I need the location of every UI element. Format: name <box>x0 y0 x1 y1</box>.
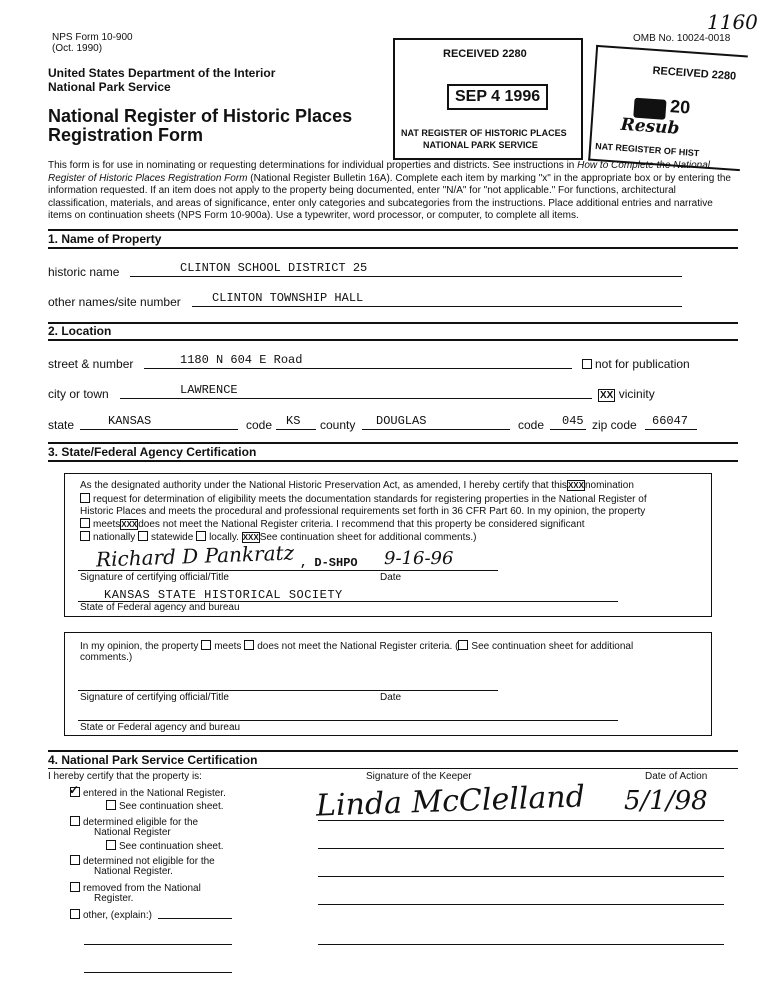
zip-line <box>645 429 697 430</box>
keeper-line2 <box>318 848 724 849</box>
keeper-line5 <box>318 944 724 945</box>
b2-does-not-meet-checkbox[interactable] <box>244 640 254 650</box>
county-code-value[interactable]: 045 <box>562 414 584 428</box>
opt-eligible-see[interactable]: See continuation sheet. <box>106 840 224 852</box>
section2-heading: 2. Location <box>48 324 112 338</box>
street-label: street & number <box>48 357 134 371</box>
service-name: National Park Service <box>48 80 171 94</box>
other-names-value[interactable]: CLINTON TOWNSHIP HALL <box>212 291 364 305</box>
street-value[interactable]: 1180 N 604 E Road <box>180 353 303 367</box>
street-line <box>144 368 572 369</box>
cert-line3: Historic Places and meets the procedural and professional requirements set forth in 36 CFR Part 60. In my opinion, the property <box>80 506 646 517</box>
instructions-paragraph: This form is for use in nominating or requesting determinations for individual properties and districts. See instructions in How to Complete the National Register of Historic Places Registration Form (National Register Bulletin 16A). Complete each item by marking "x" in the appropriate box or by entering the information requested. If an item does not apply to the property being documented, enter "N/A" for "not applicable." For functions, architectural classification, materials, and areas of significance, enter only categories and subcategories from the instructions. Place additional entries and narrative items on continuation sheets (NPS Form 10-900a). Use a typewriter, word processor, or computer, to complete all items. <box>48 160 731 221</box>
section3-rule <box>48 442 738 444</box>
opt-not-eligible-2: National Register. <box>94 866 173 877</box>
received-stamp <box>393 38 583 160</box>
state-label: state <box>48 418 75 432</box>
form-title-line1: National Register of Historic Places <box>48 106 353 126</box>
opt-eligible[interactable]: determined eligible for the <box>70 816 198 828</box>
stamp2-received-text: RECEIVED 2280 <box>652 64 737 83</box>
vicinity-checkbox-marked[interactable]: XX <box>600 390 614 401</box>
city-value[interactable]: LAWRENCE <box>180 383 238 397</box>
keeper-line3 <box>318 876 724 877</box>
section3-rule-bottom <box>48 460 738 462</box>
b2-meets-checkbox[interactable] <box>201 640 211 650</box>
county-value[interactable]: DOUGLAS <box>376 414 427 428</box>
handwritten-number: 1160 <box>707 10 758 34</box>
not-for-publication-checkbox[interactable] <box>582 359 592 369</box>
other-names-label: other names/site number <box>48 295 181 309</box>
historic-name-label: historic name <box>48 265 120 279</box>
opinion-line1: In my opinion, the property meets does not meet the National Register criteria. ( See continuation sheet for additional <box>80 641 634 652</box>
section2-rule-bottom <box>48 339 738 341</box>
city-label: city or town <box>48 387 109 401</box>
eligible-see-checkbox[interactable] <box>106 840 116 850</box>
checkmark-icon: ✓ <box>69 783 80 797</box>
state-code-value[interactable]: KS <box>286 414 301 428</box>
cert-signature-label: Signature of certifying official/Title <box>80 572 229 583</box>
meets-checkbox[interactable] <box>80 518 90 528</box>
date-of-action-label: Date of Action <box>645 771 708 782</box>
cert-signature-line <box>78 570 498 571</box>
section1-rule <box>48 229 738 231</box>
not-for-publication[interactable]: not for publication <box>582 357 690 371</box>
other-names-line <box>192 306 682 307</box>
section3-heading: 3. State/Federal Agency Certification <box>48 445 257 459</box>
nomination-checkbox-marked[interactable]: XXX <box>567 481 584 490</box>
form-title-line2: Registration Form <box>48 125 204 145</box>
section2-rule <box>48 322 738 324</box>
section1-rule-bottom <box>48 247 738 249</box>
section1-heading: 1. Name of Property <box>48 232 162 246</box>
zip-label: zip code <box>592 418 637 432</box>
form-date: (Oct. 1990) <box>52 43 103 54</box>
locally-checkbox[interactable] <box>196 531 206 541</box>
cert-line1: As the designated authority under the National Historic Preservation Act, as amended, I hereby certify that thisXXXnomination <box>80 480 634 491</box>
continuation-checkbox-marked[interactable]: XXX <box>242 533 259 542</box>
cert-date-label: Date <box>380 572 402 583</box>
opt-eligible-2: National Register <box>94 827 171 838</box>
county-code-line <box>550 429 586 430</box>
city-line <box>120 398 592 399</box>
opt-removed-2: Register. <box>94 893 134 904</box>
other-line1 <box>158 918 232 919</box>
county-line <box>362 429 510 430</box>
removed-checkbox[interactable] <box>70 882 80 892</box>
opt-entered[interactable]: ✓ entered in the National Register. <box>69 783 226 799</box>
stamp2-scrawl: Resub <box>620 114 681 139</box>
opt-entered-see[interactable]: See continuation sheet. <box>106 800 224 812</box>
vicinity[interactable]: XX vicinity <box>600 387 655 401</box>
b2-date-label: Date <box>380 692 402 703</box>
stamp-received-text: RECEIVED 2280 <box>443 48 527 60</box>
request-checkbox[interactable] <box>80 493 90 503</box>
historic-name-value[interactable]: CLINTON SCHOOL DISTRICT 25 <box>180 261 368 275</box>
stamp2-date: 20 <box>669 96 691 118</box>
state-code-line <box>276 429 316 430</box>
other-line3 <box>84 972 232 973</box>
agency-label: State of Federal agency and bureau <box>80 602 240 613</box>
stamp-line2: NATIONAL PARK SERVICE <box>423 140 538 150</box>
signature-title: , D-SHPO <box>300 556 358 570</box>
department-name: United States Department of the Interior <box>48 66 276 80</box>
opt-other[interactable]: other, (explain:) <box>70 909 152 921</box>
state-value[interactable]: KANSAS <box>108 414 152 428</box>
second-received-stamp <box>588 45 748 171</box>
form-number: NPS Form 10-900 <box>52 32 133 43</box>
state-line <box>80 429 238 430</box>
b2-see-continuation-checkbox[interactable] <box>458 640 468 650</box>
opinion-line2: comments.) <box>80 652 133 663</box>
state-code-label: code <box>246 418 273 432</box>
opt-not-eligible[interactable]: determined not eligible for the <box>70 855 215 867</box>
historic-name-line <box>130 276 682 277</box>
stamp-date: SEP 4 1996 <box>447 84 548 110</box>
certifying-date: 9-16-96 <box>384 548 454 569</box>
stamp-line1: NAT REGISTER OF HISTORIC PLACES <box>401 128 567 138</box>
agency-value[interactable]: KANSAS STATE HISTORICAL SOCIETY <box>104 588 343 602</box>
cert-line4: meetsXXXdoes not meet the National Register criteria. I recommend that this property be considered significant <box>80 518 585 530</box>
stamp2-line1: NAT REGISTER OF HIST <box>594 141 700 159</box>
b2-signature-label: Signature of certifying official/Title <box>80 692 229 703</box>
entered-see-checkbox[interactable] <box>106 800 116 810</box>
keeper-line1 <box>318 820 724 821</box>
eligible-checkbox[interactable] <box>70 816 80 826</box>
keeper-date: 5/1/98 <box>624 786 708 816</box>
b2-signature-line <box>78 690 498 691</box>
does-not-meet-checkbox-marked[interactable]: XXX <box>121 520 138 529</box>
nationally-checkbox[interactable] <box>80 531 90 541</box>
b2-agency-line <box>78 720 618 721</box>
county-label: county <box>320 418 356 432</box>
keeper-line4 <box>318 904 724 905</box>
county-code-label: code <box>518 418 545 432</box>
opt-removed[interactable]: removed from the National <box>70 882 201 894</box>
section4-heading: 4. National Park Service Certification <box>48 753 258 767</box>
b2-agency-label: State or Federal agency and bureau <box>80 722 241 733</box>
other-line2 <box>84 944 232 945</box>
hereby-certify: I hereby certify that the property is: <box>48 771 202 782</box>
section4-rule-bottom <box>48 768 738 769</box>
section4-rule <box>48 750 738 752</box>
omb-number: OMB No. 10024-0018 <box>633 33 731 44</box>
statewide-checkbox[interactable] <box>138 531 148 541</box>
signature-of-keeper-label: Signature of the Keeper <box>366 771 472 782</box>
certifying-signature: Richard D Pankratz <box>95 540 295 572</box>
not-eligible-checkbox[interactable] <box>70 855 80 865</box>
other-checkbox[interactable] <box>70 909 80 919</box>
zip-value[interactable]: 66047 <box>652 414 689 428</box>
cert-line5: nationally statewide locally. XXXSee continuation sheet for additional comments.) <box>80 531 477 543</box>
entered-checkbox-checked[interactable] <box>69 783 80 797</box>
keeper-signature: Linda McClelland <box>315 779 586 824</box>
cert-line2: request for determination of eligibility meets the documentation standards for registering properties in the National Register of <box>80 493 647 505</box>
